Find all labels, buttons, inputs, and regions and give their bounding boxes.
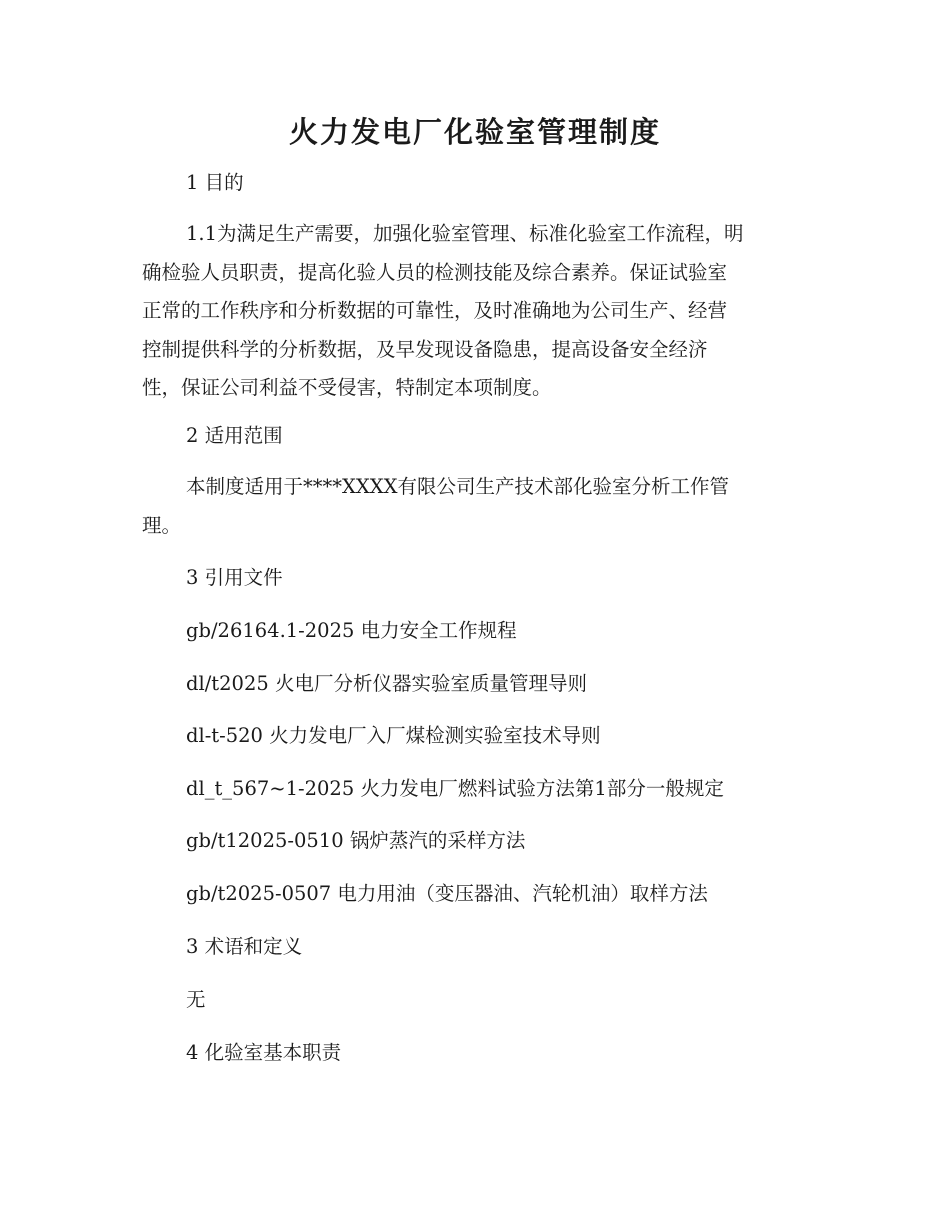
reference-item: dl-t-520 火力发电厂入厂煤检测实验室技术导则 [186, 724, 601, 747]
section-heading-terms: 3 术语和定义 [186, 935, 303, 958]
purpose-paragraph [142, 215, 812, 408]
reference-item: gb/t2025-0507 电力用油（变压器油、汽轮机油）取样方法 [186, 882, 708, 905]
section-heading-scope: 2 适用范围 [186, 424, 283, 447]
paragraph-line: 1.1为满足生产需要，加强化验室管理、标准化验室工作流程，明 [186, 222, 744, 245]
paragraph-line: 性，保证公司利益不受侵害，特制定本项制度。 [142, 376, 552, 399]
paragraph-line: 正常的工作秩序和分析数据的可靠性，及时准确地为公司生产、经营 [142, 299, 728, 322]
reference-item: dl_t_567~1-2025 火力发电厂燃料试验方法第1部分一般规定 [186, 777, 724, 800]
paragraph-line: 确检验人员职责，提高化验人员的检测技能及综合素养。保证试验室 [142, 260, 728, 284]
document-title: 火力发电厂化验室管理制度 [288, 115, 661, 149]
reference-item: gb/t12025-0510 锅炉蒸汽的采样方法 [186, 829, 526, 852]
section-heading-purpose: 1 目的 [186, 171, 244, 194]
reference-item: dl/t2025 火电厂分析仪器实验室质量管理导则 [186, 672, 587, 695]
reference-item: gb/26164.1-2025 电力安全工作规程 [186, 619, 517, 642]
terms-content: 无 [186, 988, 206, 1011]
section-heading-duties: 4 化验室基本职责 [186, 1041, 342, 1064]
paragraph-line: 控制提供科学的分析数据，及早发现设备隐患，提高设备安全经济 [142, 337, 708, 361]
paragraph-line: 理。 [142, 513, 182, 537]
paragraph-line: 本制度适用于****XXXX有限公司生产技术部化验室分析工作管 [186, 475, 730, 498]
scope-paragraph [142, 468, 812, 545]
section-heading-references: 3 引用文件 [186, 566, 283, 589]
